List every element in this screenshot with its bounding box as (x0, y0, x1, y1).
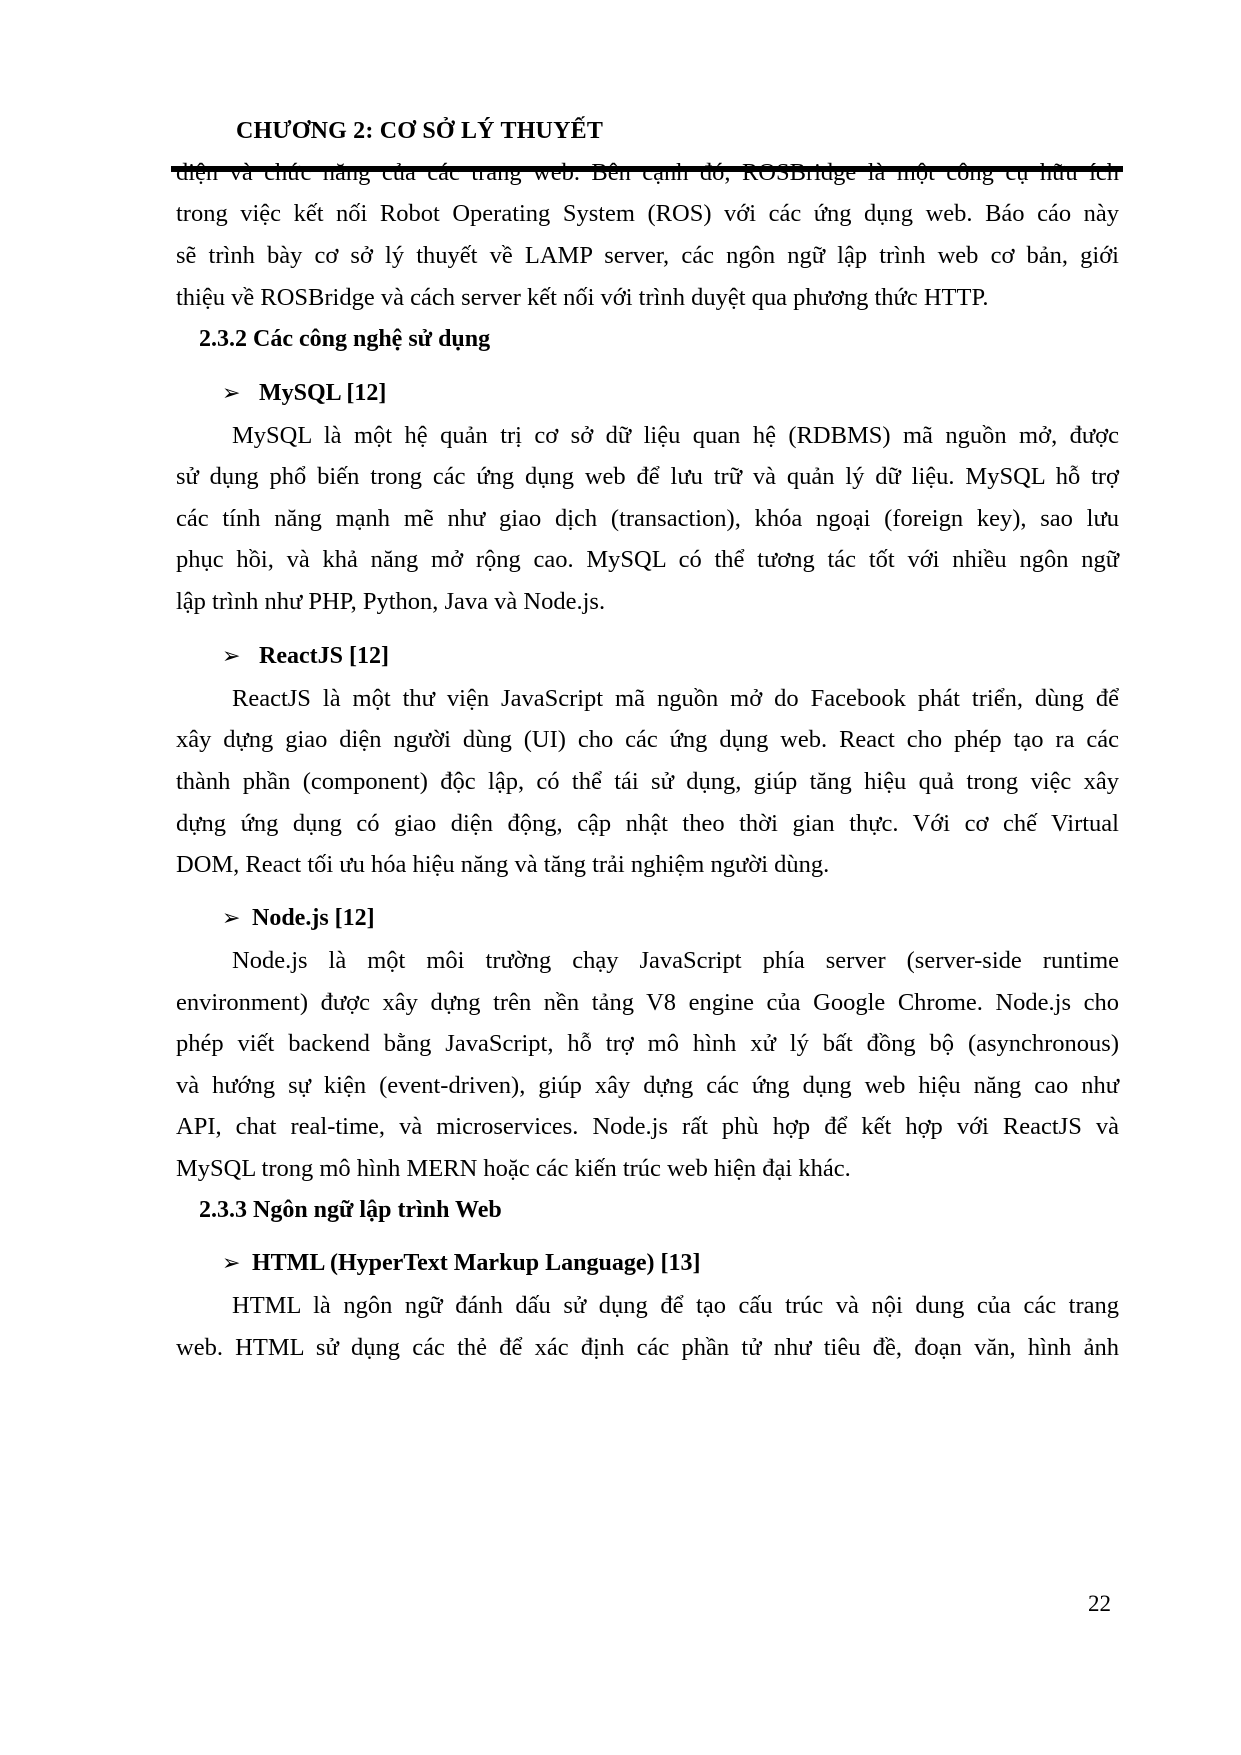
nodejs-line-1: Node.js là một môi trường chạy JavaScript phía server (server-side runtime (232, 947, 1119, 974)
nodejs-line-6: MySQL trong mô hình MERN hoặc các kiến trúc web hiện đại khác. (176, 1155, 851, 1182)
intro-line-3: sẽ trình bày cơ sở lý thuyết về LAMP server, các ngôn ngữ lập trình web cơ bản, giới (176, 242, 1119, 269)
mysql-line-3: các tính năng mạnh mẽ như giao dịch (transaction), khóa ngoại (foreign key), sao lưu (176, 505, 1119, 532)
page-number: 22 (1088, 1591, 1111, 1616)
nodejs-line-5: API, chat real-time, và microservices. Node.js rất phù hợp để kết hợp với ReactJS và (176, 1113, 1119, 1140)
arrow-bullet-icon: ➢ (222, 905, 241, 930)
chapter-title: CHƯƠNG 2: CƠ SỞ LÝ THUYẾT (236, 118, 604, 144)
reactjs-title: ReactJS [12] (259, 643, 389, 669)
reactjs-line-2: xây dựng giao diện người dùng (UI) cho các ứng dụng web. React cho phép tạo ra các (176, 726, 1119, 753)
reactjs-line-3: thành phần (component) độc lập, có thể tái sử dụng, giúp tăng hiệu quả trong việc xây (176, 768, 1119, 795)
nodejs-line-3: phép viết backend bằng JavaScript, hỗ trợ mô hình xử lý bất đồng bộ (asynchronous) (176, 1030, 1119, 1057)
arrow-bullet-icon: ➢ (222, 380, 241, 405)
reactjs-line-5: DOM, React tối ưu hóa hiệu năng và tăng trải nghiệm người dùng. (176, 851, 830, 878)
nodejs-line-4: và hướng sự kiện (event-driven), giúp xây dựng các ứng dụng web hiệu năng cao như (176, 1072, 1119, 1099)
nodejs-title: Node.js [12] (252, 905, 375, 931)
intro-line-2: trong việc kết nối Robot Operating System (ROS) với các ứng dụng web. Báo cáo này (176, 200, 1119, 227)
section-heading-2-3-3: 2.3.3 Ngôn ngữ lập trình Web (199, 1197, 502, 1223)
html-title: HTML (HyperText Markup Language) [13] (252, 1250, 701, 1276)
intro-line-4: thiệu về ROSBridge và cách server kết nối với trình duyệt qua phương thức HTTP. (176, 284, 989, 311)
mysql-line-4: phục hồi, và khả năng mở rộng cao. MySQL có thể tương tác tốt với nhiều ngôn ngữ (176, 546, 1119, 573)
mysql-line-5: lập trình như PHP, Python, Java và Node.js. (176, 588, 606, 615)
section-heading-2-3-2: 2.3.2 Các công nghệ sử dụng (199, 326, 491, 352)
mysql-line-1: MySQL là một hệ quản trị cơ sở dữ liệu quan hệ (RDBMS) mã nguồn mở, được (232, 422, 1119, 449)
intro-line-1: diện và chức năng của các trang web. Bên cạnh đó, ROSBridge là một công cụ hữu ích (176, 159, 1119, 186)
arrow-bullet-icon: ➢ (222, 1250, 241, 1275)
mysql-line-2: sử dụng phổ biến trong các ứng dụng web để lưu trữ và quản lý dữ liệu. MySQL hỗ trợ (176, 463, 1119, 490)
nodejs-line-2: environment) được xây dựng trên nền tảng V8 engine của Google Chrome. Node.js cho (176, 989, 1119, 1016)
html-line-2: web. HTML sử dụng các thẻ để xác định các phần tử như tiêu đề, đoạn văn, hình ảnh (176, 1334, 1119, 1361)
html-line-1: HTML là ngôn ngữ đánh dấu sử dụng để tạo cấu trúc và nội dung của các trang (232, 1292, 1119, 1319)
reactjs-line-4: dựng ứng dụng có giao diện động, cập nhật theo thời gian thực. Với cơ chế Virtual (176, 810, 1119, 837)
mysql-title: MySQL [12] (259, 380, 387, 406)
arrow-bullet-icon: ➢ (222, 643, 241, 668)
reactjs-line-1: ReactJS là một thư viện JavaScript mã nguồn mở do Facebook phát triển, dùng để (232, 685, 1119, 712)
